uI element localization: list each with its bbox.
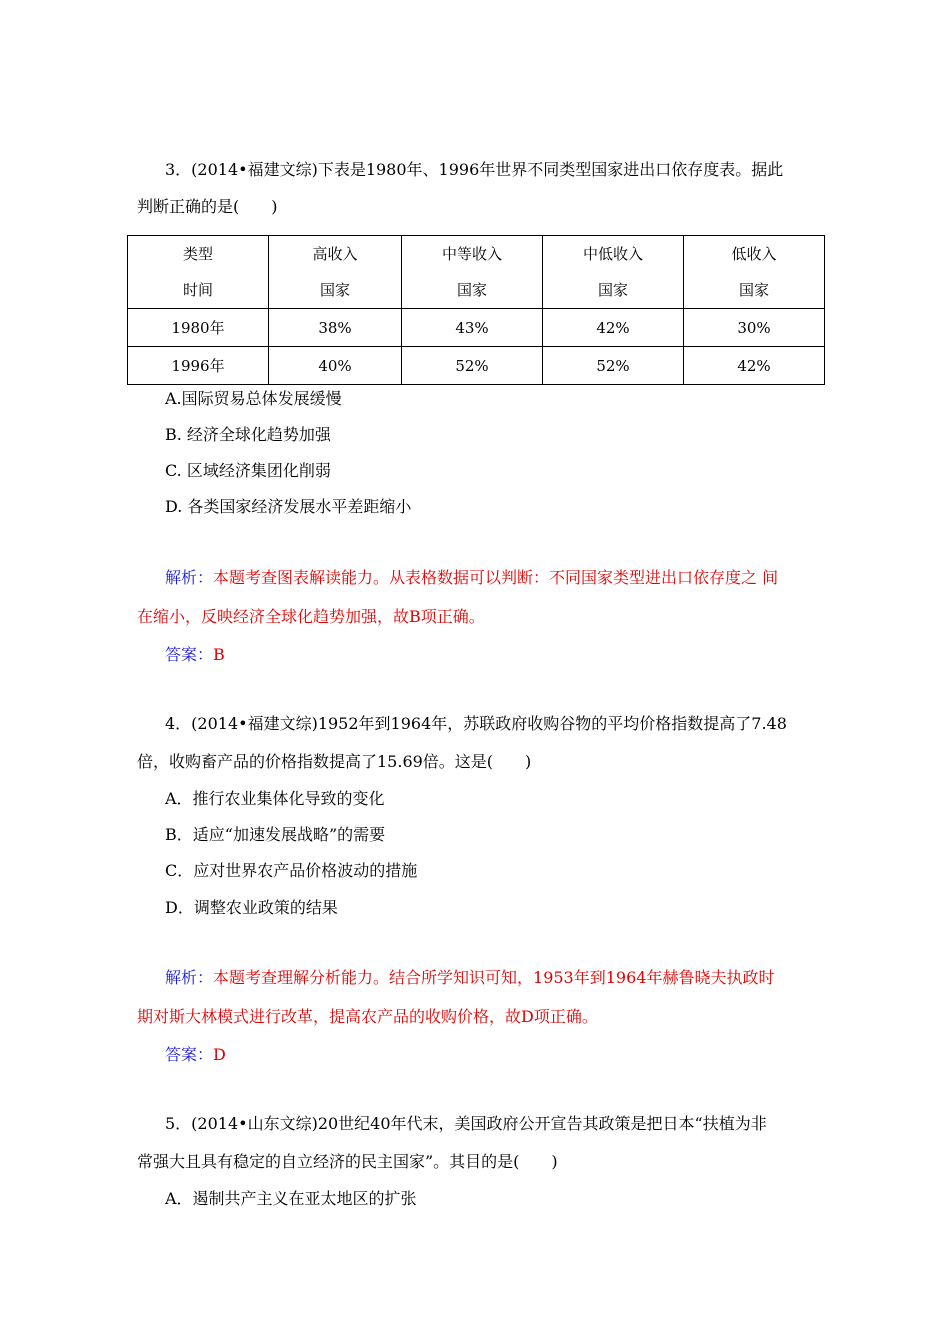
q5-option-a: A．遏制共产主义在亚太地区的扩张 [165, 1189, 417, 1208]
column-header-lower-middle-income [543, 236, 684, 309]
q4-answer [165, 1045, 226, 1065]
q3-option-a: A.国际贸易总体发展缓慢 [165, 389, 342, 408]
answer-label: 答案： [165, 645, 214, 664]
column-header-line: 高收入 [312, 245, 358, 263]
q4-analysis-line-2: 期对斯大林模式进行改革，提高农产品的收购价格，故D项正确。 [137, 1007, 598, 1026]
corner-label-time: 时间 [182, 281, 213, 299]
table-cell: 30% [684, 309, 825, 347]
column-header-line: 国家 [597, 281, 628, 299]
table-cell: 52% [543, 347, 684, 385]
table-cell: 42% [684, 347, 825, 385]
column-header-line: 中低收入 [582, 245, 643, 263]
table-header-corner [128, 236, 269, 309]
column-header-line: 国家 [456, 281, 487, 299]
q3-option-d: D. 各类国家经济发展水平差距缩小 [165, 497, 412, 516]
table-cell: 52% [402, 347, 543, 385]
column-header-low-income [684, 236, 825, 309]
q3-analysis-line-2: 在缩小，反映经济全球化趋势加强，故B项正确。 [137, 607, 485, 626]
q4-option-d: D．调整农业政策的结果 [165, 898, 338, 917]
corner-label-type: 类型 [182, 245, 213, 263]
column-header-middle-income [402, 236, 543, 309]
q3-stem-line-2: 判断正确的是( ) [137, 197, 278, 216]
q4-stem-line-1: 4．(2014•福建文综)1952年到1964年，苏联政府收购谷物的平均价格指数提高了7.48 [165, 714, 787, 733]
q4-option-a: A．推行农业集体化导致的变化 [165, 789, 385, 808]
table-cell: 40% [269, 347, 402, 385]
column-header-high-income [269, 236, 402, 309]
table-row-year: 1996年 [128, 347, 269, 385]
analysis-label: 解析： [165, 968, 214, 987]
analysis-text: 本题考查理解分析能力。结合所学知识可知，1953年到1964年赫鲁晓夫执政时 [213, 968, 775, 987]
q5-stem-line-1: 5．(2014•山东文综)20世纪40年代末，美国政府公开宣告其政策是把日本“扶植为非 [165, 1114, 767, 1133]
table-cell: 42% [543, 309, 684, 347]
column-header-line: 中等收入 [441, 245, 502, 263]
table-header-row [128, 236, 825, 309]
analysis-text: 本题考查图表解读能力。从表格数据可以判断：不同国家类型进出口依存度之 间 [213, 568, 779, 587]
table-row [128, 309, 825, 347]
q5-stem-line-2: 常强大且具有稳定的自立经济的民主国家”。其目的是( ) [137, 1152, 558, 1171]
column-header-line: 国家 [738, 281, 769, 299]
q4-analysis-line-1 [165, 968, 774, 988]
column-header-line: 低收入 [731, 245, 777, 263]
table-row-year: 1980年 [128, 309, 269, 347]
answer-label: 答案： [165, 1045, 214, 1064]
table-cell: 43% [402, 309, 543, 347]
table-cell: 38% [269, 309, 402, 347]
q4-option-b: B．适应“加速发展战略”的需要 [165, 825, 386, 844]
q4-option-c: C．应对世界农产品价格波动的措施 [165, 861, 418, 880]
q3-stem-line-1: 3．(2014•福建文综)下表是1980年、1996年世界不同类型国家进出口依存度表。据此 [165, 160, 784, 179]
table-row [128, 347, 825, 385]
answer-value: B [213, 645, 225, 664]
q3-analysis-line-1 [165, 568, 778, 588]
column-header-line: 国家 [319, 281, 350, 299]
answer-value: D [213, 1045, 226, 1064]
q3-option-c: C. 区域经济集团化削弱 [165, 461, 331, 480]
analysis-label: 解析： [165, 568, 214, 587]
q3-option-b: B. 经济全球化趋势加强 [165, 425, 331, 444]
q4-stem-line-2: 倍，收购畜产品的价格指数提高了15.69倍。这是( ) [137, 752, 532, 771]
q3-answer [165, 645, 225, 665]
q3-data-table [127, 235, 825, 385]
